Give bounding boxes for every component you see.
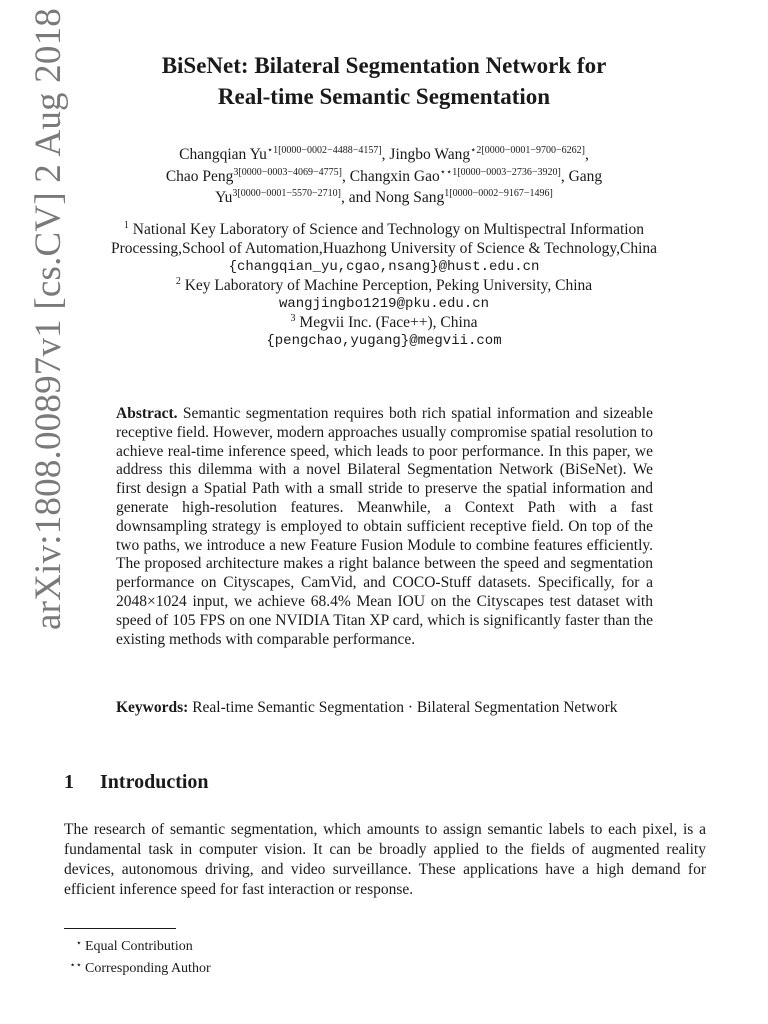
author-orcid: ⋆2[0000−0001−9700−6262] <box>470 144 585 156</box>
author-name: Yu <box>215 189 233 206</box>
affiliation-1-line-2: Processing,School of Automation,Huazhong University of Science & Technology,China <box>110 239 658 257</box>
footnote <box>64 956 211 978</box>
author-name: , and Nong Sang <box>340 189 445 206</box>
title-line-2: Real-time Semantic Segmentation <box>217 84 551 109</box>
section-heading <box>64 771 209 794</box>
body-paragraph: The research of semantic segmentation, which amounts to assign semantic labels to each pixel, is a fundamental task in computer vision. It can be broadly applied to the fields of augmented reality devices, autonomous driving, and video surveillance. These applications have a high demand for efficient inference speed for fast interaction or response. <box>64 821 706 898</box>
affiliation-mark: 2 <box>175 275 181 287</box>
arxiv-identifier: arXiv:1808.00897v1 [cs.CV] 2 Aug 2018 <box>28 8 69 630</box>
title-line-1: BiSeNet: Bilateral Segmentation Network for <box>161 53 607 78</box>
author-name: , Changxin Gao <box>342 167 440 185</box>
affiliation-3: $^3$ Megvii Inc. (Face++), China <box>290 312 478 331</box>
author-list <box>60 144 708 209</box>
author-name: Changqian Yu <box>179 146 267 163</box>
footnote <box>64 934 211 956</box>
affiliation-1-email: {changqian_yu,cgao,nsang}@hust.edu.cn <box>228 259 540 275</box>
abstract-text: Semantic segmentation requires both rich spatial information and sizeable receptive field. However, modern approaches usually compromise spatial resolution to achieve real-time inference speed, which leads to poor performance. In this paper, we address this dilemma with a novel Bilateral Segmentation Network (BiSeNet). We first design a Spatial Path with a small stride to preserve the spatial information and generate high-resolution features. Meanwhile, a Context Path with a fast downsampling strategy is employed to obtain sufficient receptive field. On top of the two paths, we introduce a new Feature Fusion Module to combine features efficiently. The proposed architecture makes a right balance between the speed and segmentation performance on Cityscapes, CamVid, and COCO-Stuff datasets. Specifically, for a 2048×1024 input, we achieve 68.4% Mean IOU on the Cityscapes test dataset with speed of 105 FPS on one NVIDIA Titan XP card, which is significantly faster than the existing methods with comparable performance. <box>116 405 653 648</box>
section-title: Introduction <box>100 771 209 793</box>
author-name: , Gang <box>560 167 603 185</box>
paper-title <box>60 50 708 112</box>
section-number: 1 <box>64 771 74 793</box>
footnote-mark: ⋆ <box>75 938 82 949</box>
affiliation-mark: 3 <box>290 312 296 324</box>
abstract-label: Abstract. <box>116 405 178 422</box>
author-name: , Jingbo Wang <box>381 146 471 163</box>
author-line-3 <box>60 187 708 209</box>
footnote-mark: ⋆⋆ <box>69 960 82 971</box>
keywords <box>116 699 653 718</box>
affiliation-mark: 1 <box>123 219 129 231</box>
footnotes <box>64 934 211 978</box>
affiliation-3-email: {pengchao,yugang}@megvii.com <box>266 333 502 349</box>
author-orcid: 3[0000−0003−4069−4775] <box>233 166 342 178</box>
footnote-text: Corresponding Author <box>85 961 211 976</box>
affiliations <box>60 221 708 351</box>
abstract <box>116 405 653 649</box>
author-orcid: 1[0000−0002−9167−1496] <box>444 187 553 199</box>
author-orcid: ⋆1[0000−0002−4488−4157] <box>266 144 382 156</box>
affiliation-2: $^2$ Key Laboratory of Machine Perception, Peking University, China <box>175 275 593 294</box>
affiliation-1-line-1: $^1$ National Key Laboratory of Science and Technology on Multispectral Information <box>123 219 645 238</box>
keywords-label: Keywords: <box>116 699 189 716</box>
author-orcid: ⋆⋆1[0000−0003−2736−3920] <box>439 166 561 178</box>
affiliation-2-email: wangjingbo1219@pku.edu.cn <box>278 296 490 312</box>
author-line-1: Changqian $Yu^{⋆1[0000-0002-4488-4157]}$, Jingbo Wang$^{⋆2[0000-0001-9700-6262]}$, <box>179 144 589 163</box>
author-line-2 <box>60 166 708 188</box>
footnote-divider <box>64 928 176 929</box>
author-name: Chao Peng <box>165 167 234 185</box>
author-orcid: 3[0000−0001−5570−2710] <box>232 187 341 199</box>
keywords-text: Real-time Semantic Segmentation · Bilateral Segmentation Network <box>192 699 618 716</box>
footnote-text: Equal Contribution <box>85 939 193 954</box>
